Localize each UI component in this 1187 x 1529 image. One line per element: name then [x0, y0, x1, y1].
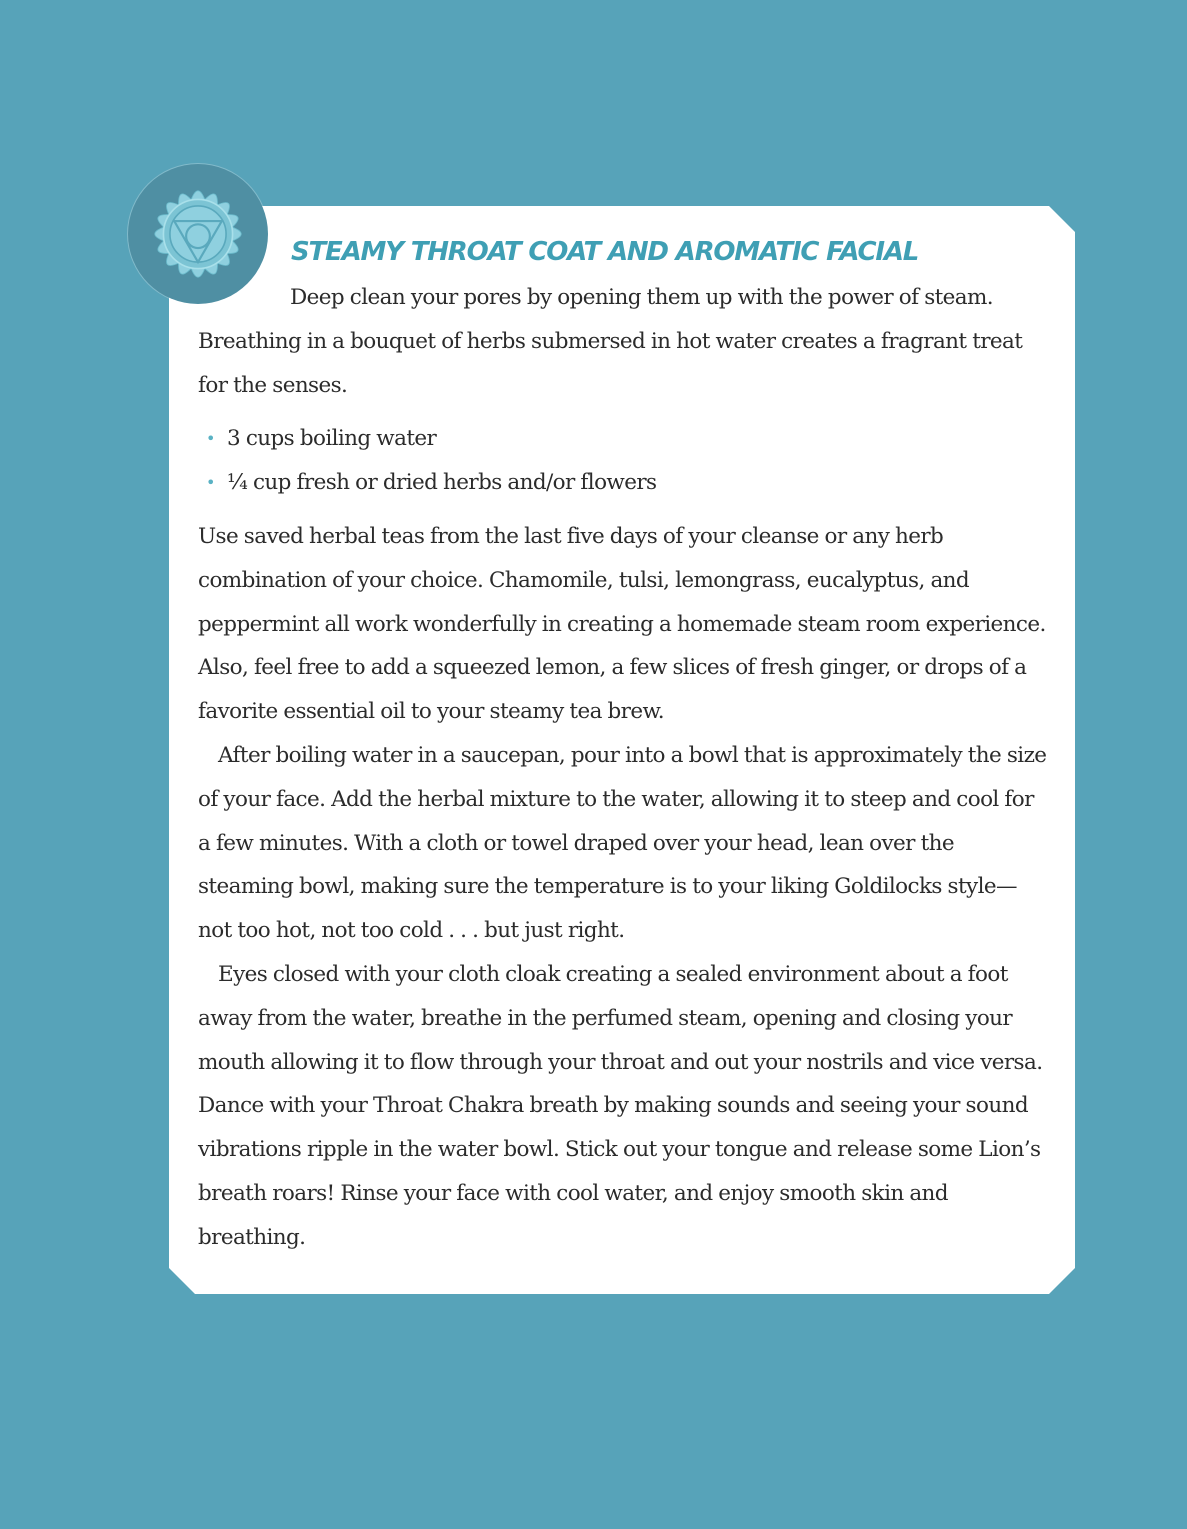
- body-paragraph: Eyes closed with your cloth cloak creating a sealed environment about a foot away from the water, breathe in the perfumed steam, opening and closing your mouth allowing it to flow through your throat and out your nostrils and vice versa. Dance with your Throat Chakra breath by making sounds and seeing your sound vibrations ripple in the water bowl. Stick out your tongue and release some Lion’s breath roars! Rinse your face with cool water, and enjoy smooth skin and breathing.: [198, 961, 1043, 1250]
- bullet-icon: •: [206, 429, 215, 449]
- ingredient-text: ¼ cup fresh or dried herbs and/or flowers: [227, 470, 657, 496]
- list-item: [198, 417, 1048, 461]
- body-paragraph: Use saved herbal teas from the last five days of your cleanse or any herb combination of your choice. Chamomile, tulsi, lemongrass, eucalyptus, and peppermint all work wonderfully in creating a homemade steam room experience. Also, feel free to add a squeezed lemon, a few slices of fresh ginger, or drops of a favorite essential oil to your steamy tea brew.: [198, 523, 1046, 725]
- ingredient-text: 3 cups boiling water: [227, 426, 437, 452]
- bullet-icon: •: [206, 473, 215, 493]
- body-paragraph: After boiling water in a saucepan, pour into a bowl that is approximately the size of your face. Add the herbal mixture to the water, allowing it to steep and cool for a few minutes. With a cloth or towel draped over your head, lean over the steaming bowl, making sure the temperature is to your liking Goldilocks style—not too hot, not too cold . . . but just right.: [198, 742, 1047, 944]
- throat-chakra-icon: [144, 180, 252, 288]
- recipe-title: STEAMY THROAT COAT AND AROMATIC FACIAL: [291, 237, 919, 267]
- ingredient-list: [198, 417, 1048, 505]
- list-item: [198, 461, 1048, 505]
- recipe-body: [198, 276, 1048, 1260]
- intro-paragraph: Deep clean your pores by opening them up with the power of steam. Breathing in a bouquet of herbs submersed in hot water creates a fragrant treat for the senses.: [198, 285, 1023, 398]
